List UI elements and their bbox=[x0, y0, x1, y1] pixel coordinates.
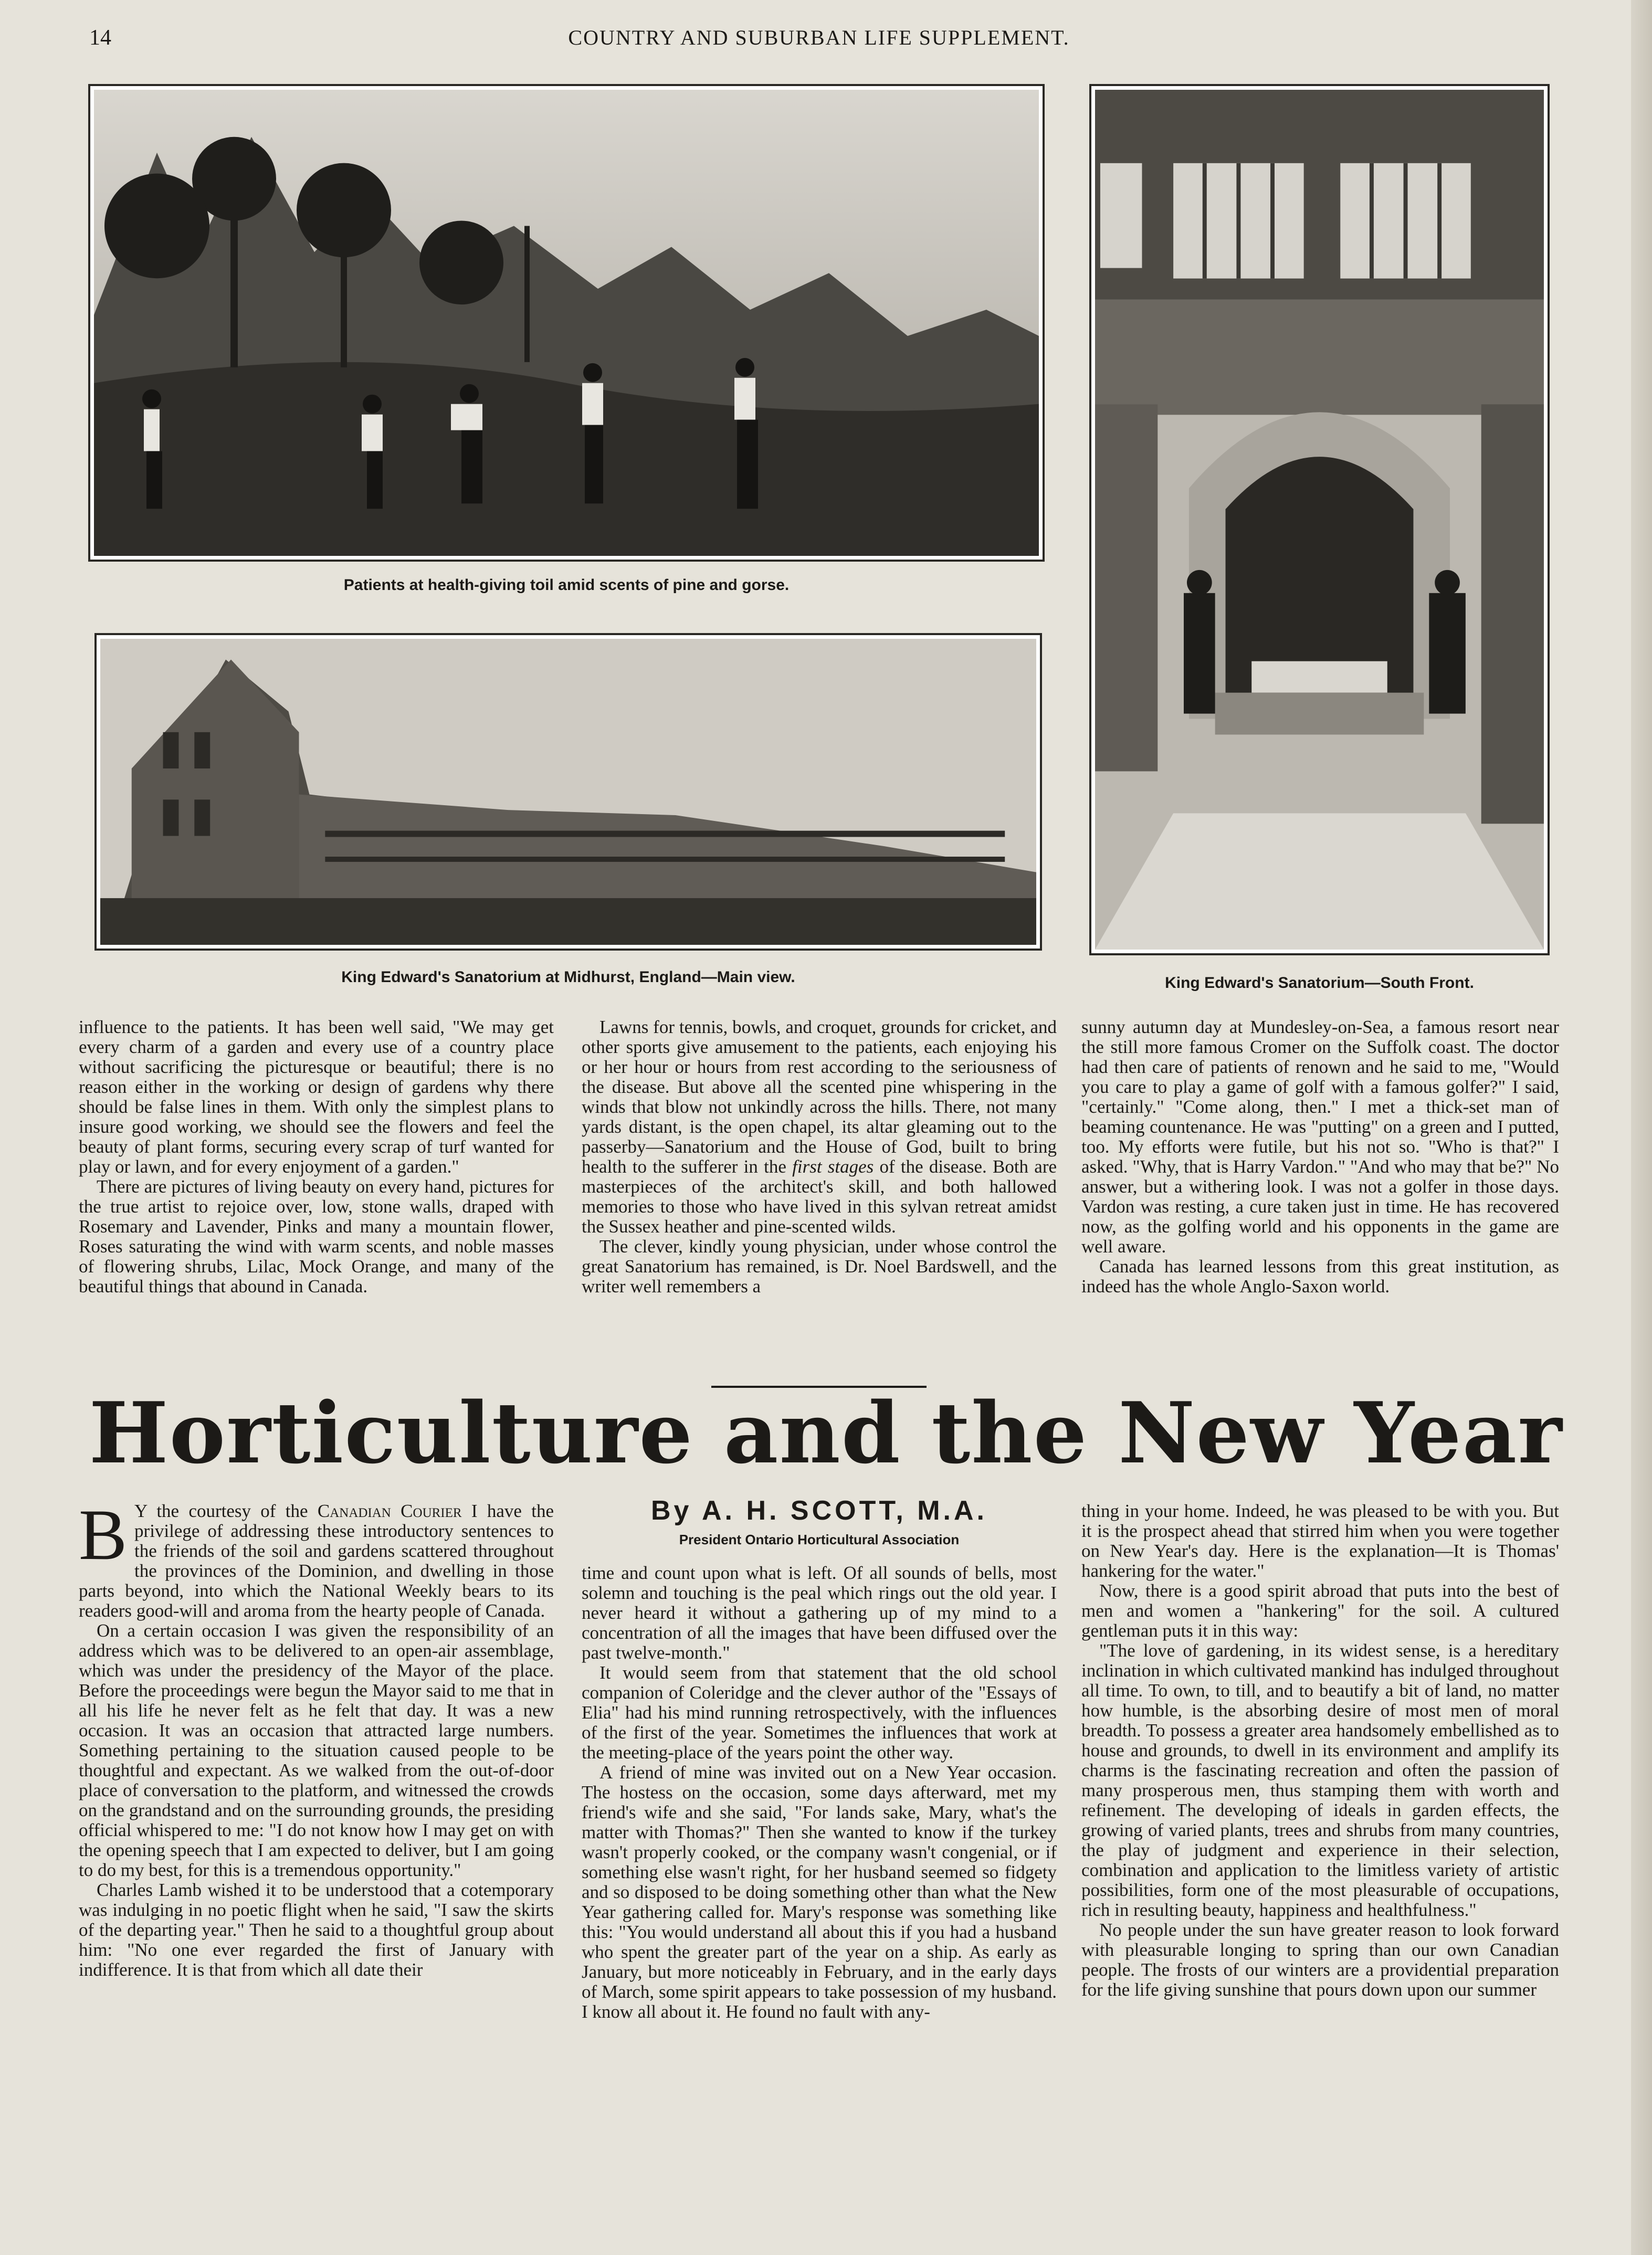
binding-edge bbox=[1631, 0, 1652, 2255]
article-col3-paragraph-4: No people under the sun have greater reason to look forward with pleasurable longing to spring than our own Canadian people. The frosts of our winters are a providential preparation for the life giving sunshine that pours down upon our summer bbox=[1081, 1920, 1559, 2000]
upper-col3-paragraph-2: Canada has learned lessons from this great institution, as indeed has the whole Anglo-Saxon world. bbox=[1081, 1256, 1559, 1297]
article-column-1 bbox=[79, 1494, 554, 1980]
upper-col2-text-b: of the disease. Both are masterpieces of the architect's skill, and both hallowed memories to those who have lived in this sylvan retreat amidst the Sussex heather and pine-scented wilds. bbox=[582, 1156, 1057, 1237]
photo-patients-toil-image bbox=[94, 90, 1039, 556]
photo-sanatorium-south-image bbox=[1095, 90, 1544, 950]
byline: By A. H. SCOTT, M.A. bbox=[651, 1495, 987, 1526]
upper-column-1 bbox=[79, 1017, 554, 1297]
upper-col2-paragraph-2: The clever, kindly young physician, under whose control the great Sanatorium has remained, is Dr. Noel Bardswell, and the writer well remembers a bbox=[582, 1236, 1057, 1297]
intro-text-a: Y the courtesy of the bbox=[134, 1501, 308, 1521]
caption-patients-toil: Patients at health-giving toil amid scents of pine and gorse. bbox=[343, 576, 790, 594]
upper-col1-paragraph-1: influence to the patients. It has been well said, "We may get every charm of a garden and every use of a country place without sacrificing the picturesque or beautiful; there is no reason either in the working or design of gardens why there should be false lines in them. With only the simplest plans to insure good working, we should see the flowers and feel the beauty of plant forms, securing every scrap of turf wanted for play or lawn, and for every enjoyment of a garden." bbox=[79, 1017, 554, 1177]
upper-col2-emphasis: first stages bbox=[792, 1156, 874, 1177]
running-title: COUNTRY AND SUBURBAN LIFE SUPPLEMENT. bbox=[568, 26, 1070, 49]
caption-sanatorium-south: King Edward's Sanatorium—South Front. bbox=[1165, 974, 1474, 992]
article-col2-paragraph-3: A friend of mine was invited out on a New Year occasion. The hostess on the occasion, some days afterward, met my friend's wife and she said, "For lands sake, Mary, what's the matter with Thomas?" Then she wanted to know if the turkey wasn't properly cooked, or the company wasn't congenial, or if something else wasn't right, for her husband seemed so fidgety and so disposed to be doing something other than what the New Year gathering called for. Mary's response was something like this: "You would understand all about this if you had a husband who spent the greater part of the year on a ship. As early as January, but more noticeably in February, and in the early days of March, some spirit appears to take possession of my husband. I know all about it. He found no fault with any- bbox=[582, 1762, 1057, 2022]
photo-sanatorium-main bbox=[94, 633, 1042, 951]
upper-col2-text-a: Lawns for tennis, bowls, and croquet, grounds for cricket, and other sports give amusement to the patients, each enjoying his or her hour or hours from rest according to the seriousness of the disease. But above all the scented pine whispering in the winds that blow not unkindly across the hills. There, not many yards distant, is the open chapel, its altar gleaming out to the passerby—Sanatorium and the House of God, built to bring health to the sufferer in the bbox=[582, 1017, 1057, 1177]
upper-col2-paragraph-1 bbox=[582, 1017, 1057, 1237]
photo-sanatorium-south bbox=[1089, 84, 1550, 955]
caption-sanatorium-main: King Edward's Sanatorium at Midhurst, England—Main view. bbox=[341, 968, 795, 986]
article-col3-paragraph-1: thing in your home. Indeed, he was pleased to be with you. But it is the prospect ahead that stirred him when you were together on New Year's day. Here is the explanation—It is Thomas' hankering for the water." bbox=[1081, 1501, 1559, 1581]
author-title: President Ontario Horticultural Association bbox=[679, 1532, 960, 1547]
page-number: 14 bbox=[89, 26, 111, 50]
article-column-2 bbox=[582, 1563, 1057, 2022]
headline: Horticulture and the New Year bbox=[89, 1384, 1563, 1482]
upper-col3-paragraph-1: sunny autumn day at Mundesley-on-Sea, a famous resort near the still more famous Cromer on the Suffolk coast. The doctor had then care of patients of renown and he said to me, "Would you care to play a game of golf with a famous golfer?" I said, "certainly." "Come along, then." I met a thick-set man of beaming countenance. He was "putting" on a green and I putted, too. My efforts were futile, but his not so. "Who is that?" I asked. "Why, that is Harry Vardon." "And who may that be?" No answer, but a withering look. I was not a golfer in those days. Vardon was resting, a cure taken just in time. He has recovered now, as the golfing world and his opponents in the game are well aware. bbox=[1081, 1017, 1559, 1257]
article-intro-paragraph bbox=[79, 1494, 554, 1621]
photo-patients-toil bbox=[88, 84, 1045, 562]
upper-column-3 bbox=[1081, 1017, 1559, 1297]
article-col1-paragraph-1: On a certain occasion I was given the responsibility of an address which was to be delivered to an open-air assemblage, which was under the presidency of the Mayor of the place. Before the proceedings were begun the Mayor said to me that in all his life he never felt as he felt that day. It was a new occasion. It was an occasion that attracted large numbers. Something pertaining to the situation caused people to be thoughtful and expectant. As we walked from the out-of-door place of conversation to the platform, and witnessed the crowds on the grandstand and on the surrounding grounds, the presiding official whispered to me: "I do not know how I may get on with the opening speech that I am expected to deliver, but I am going to do my best, for this is a tremendous opportunity." bbox=[79, 1620, 554, 1880]
intro-text-b: I have the privilege of addressing these introductory sentences to the friends of the soil and gardens scattered throughout the provinces of the Dominion, and dwelling in those parts beyond, into which the National Weekly bears to its readers good-will and aroma from the hearty people of Canada. bbox=[79, 1501, 554, 1621]
drop-cap: B bbox=[79, 1494, 128, 1575]
photo-sanatorium-main-image bbox=[100, 639, 1036, 945]
article-col3-paragraph-2: Now, there is a good spirit abroad that puts into the best of men and women a "hankering" for the soil. A cultured gentleman puts it in this way: bbox=[1081, 1580, 1559, 1641]
article-col2-paragraph-2: It would seem from that statement that the old school companion of Coleridge and the clever author of the "Essays of Elia" had his mind running retrospectively, with the influences of the first of the year. Sometimes the influences that work at the meeting-place of the years point the other way. bbox=[582, 1662, 1057, 1763]
intro-publication-name: Canadian Courier bbox=[317, 1501, 462, 1521]
upper-column-2 bbox=[582, 1017, 1057, 1297]
article-col1-paragraph-2: Charles Lamb wished it to be understood that a cotemporary was indulging in no poetic flight when he said, "I saw the skirts of the departing year." Then he said to a thoughtful group about him: "No one ever regarded the first of January with indifference. It is that from which all date their bbox=[79, 1880, 554, 1980]
article-col2-paragraph-1: time and count upon what is left. Of all sounds of bells, most solemn and touching is the peal which rings out the old year. I never heard it without a gathering up of my mind to a concentration of all the images that have been diffused over the past twelve-month." bbox=[582, 1563, 1057, 1663]
article-col3-paragraph-3: "The love of gardening, in its widest sense, is a hereditary inclination in which cultivated mankind has indulged throughout all time. To own, to till, and to beautify a bit of land, no matter how humble, is the absorbing desire of most men of moral breadth. To possess a greater area handsomely embellished as to house and grounds, to dwell in its environment and amplify its charms is the fascinating recreation and often the passion of many prosperous men, thus stamping them with worth and refinement. The developing of ideals in garden effects, the growing of varied plants, trees and shrubs from many countries, the play of judgment and experience in their selection, combination and application to the limitless variety of artistic possibilities, form one of the most pleasurable of occupations, rich in resulting beauty, happiness and healthfulness." bbox=[1081, 1640, 1559, 1920]
article-column-3 bbox=[1081, 1501, 1559, 2000]
upper-col1-paragraph-2: There are pictures of living beauty on every hand, pictures for the true artist to rejoice over, low, stone walls, draped with Rosemary and Lavender, Pinks and many a mountain flower, Roses saturating the wind with warm scents, and noble masses of flowering shrubs, Lilac, Mock Orange, and many of the beautiful things that abound in Canada. bbox=[79, 1176, 554, 1297]
